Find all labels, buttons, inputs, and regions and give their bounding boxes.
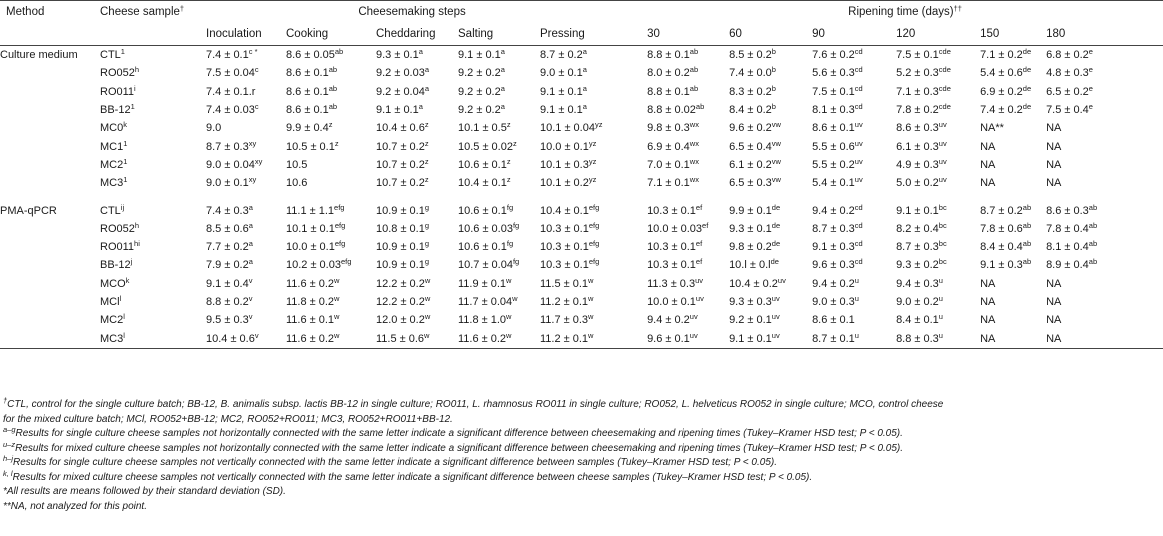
method-cell: [0, 238, 100, 256]
step-value-cell: $7.4 \pm 0.1^{c *}$: [206, 47, 258, 62]
step-value-cell: $9.5 \pm 0.3^v$: [206, 312, 253, 327]
ripening-value-cell: 8.1 ± 0.3$^{cd}$: [812, 102, 863, 117]
ripening-value-cell: 9.3 ± 0.2$^{bc}$: [896, 257, 947, 272]
method-cell: Culture medium: [0, 49, 78, 62]
step-value-cell: $12.2 \pm 0.2^w$: [376, 275, 431, 290]
step-value-cell: $10.1 \pm 0.3^{yz}$: [540, 156, 597, 171]
table-row: [0, 256, 1163, 274]
ripening-value-cell: $10.l \pm 0.l^{de}$: [729, 257, 779, 272]
ripening-value-cell: 9.1 ± 0.3$^{ab}$: [980, 257, 1032, 272]
ripening-value-cell: $6.9 \pm 0.4^{wx}$: [647, 138, 699, 153]
step-value-cell: $11.6 \pm 0.2^w$: [286, 329, 376, 348]
ripening-value-cell: 8.2 ± 0.4$^{bc}$: [896, 220, 947, 235]
table-row: [0, 201, 1163, 219]
method-cell: [0, 256, 100, 274]
step-value-cell: 10.3 ± 0.1$^{efg}$: [540, 257, 600, 272]
step-value-cell: 9.2 ± 0.2$^a$: [458, 102, 505, 117]
ripening-value-cell: 9.8 ± 0.2de: [729, 239, 781, 254]
table-row: [0, 293, 1163, 311]
footnote-line: *All results are means followed by their standard deviation (SD).: [3, 486, 286, 497]
ripening-value-cell: 9.1 ± 0.1$^{bc}$: [896, 202, 947, 217]
step-value-cell: 10.5: [286, 158, 308, 171]
ripening-value-cell: $9.0 \pm 0.2^u$: [896, 294, 943, 308]
ripening-value-cell: 8.4 ± 0.2$^b$: [729, 102, 776, 117]
method-cell: [0, 275, 100, 293]
step-value-cell: 11.1 ± 1.1$^{efg}$: [286, 202, 345, 217]
step-value-cell: 10.6: [286, 177, 308, 190]
day-header: 90: [812, 23, 896, 46]
step-value-cell: 10.1 ± 0.1$^{efg}$: [286, 220, 346, 235]
method-header: Method: [6, 6, 45, 18]
step-value-cell: 7.4 ± 0.1.r: [206, 85, 256, 98]
ripening-value-cell: NA: [1046, 122, 1062, 135]
ripening-value-cell: $9.6 \pm 0.2^{vw}$: [729, 120, 781, 135]
step-value-cell: $10.1 \pm 0.04^{yz}$: [540, 120, 603, 135]
step-value-cell: 7.4 ± 0.3$^a$: [206, 202, 253, 217]
step-value-cell: $10.0 \pm 0.1^{yz}$: [540, 138, 597, 153]
step-value-cell: 7.9 ± 0.2$^a$: [206, 257, 253, 272]
ripening-value-cell: 7.5 ± 0.4$^e$: [1046, 102, 1093, 117]
method-cell: PMA-qPCR: [0, 204, 57, 217]
method-cell: [0, 83, 100, 101]
ripening-value-cell: 8.9 ± 0.4$^{ab}$: [1046, 257, 1098, 272]
step-header: Cooking: [286, 23, 376, 46]
step-value-cell: 10.0 ± 0.1$^{efg}$: [286, 239, 346, 254]
sample-cell: $CTL^{ij}$: [100, 202, 125, 217]
ripening-value-cell: NA: [1046, 329, 1163, 348]
ripening-value-cell: 8.6 ± 0.1: [812, 314, 855, 327]
step-value-cell: $10.7 \pm 0.2^z$: [376, 175, 429, 190]
step-value-cell: $11.6 \pm 0.2^w$: [286, 275, 340, 290]
method-cell: [0, 101, 100, 119]
ripening-value-cell: 7.8 ± 0.6$^{ab}$: [980, 220, 1032, 235]
method-cell: [0, 137, 100, 155]
ripening-value-cell: 10.3 ± 0.1$^{ef}$: [647, 239, 703, 254]
step-value-cell: 10.9 ± 0.1$^g$: [376, 239, 430, 254]
ripening-value-cell: $7.0 \pm 0.1^{wx}$: [647, 156, 699, 171]
step-value-cell: $10.4 \pm 0.6^v$: [206, 329, 286, 348]
table-row: [0, 83, 1163, 101]
step-value-cell: $10.1 \pm 0.2^{yz}$: [540, 175, 597, 190]
ripening-value-cell: $5.5 \pm 0.6^{uv}$: [812, 138, 863, 153]
ripening-value-cell: $7.1 \pm 0.1^{wx}$: [647, 175, 699, 190]
table-row: [0, 64, 1163, 82]
footnote-line: $^{u-z}$Results for mixed culture cheese samples not horizontally connected with the same letter indicate a significant difference between cheesemaking and ripening times (Tukey–Kramer HSD test; P < 0.05).: [3, 439, 904, 454]
step-value-cell: 9.0: [206, 122, 222, 135]
ripening-value-cell: 7.5 ± 0.1$^{cde}$: [896, 47, 951, 62]
method-cell: [0, 293, 100, 311]
step-value-cell: $11.8 \pm 0.2^w$: [286, 294, 340, 308]
step-value-cell: $11.9 \pm 0.1^w$: [458, 275, 512, 290]
ripening-value-cell: $9.0 \pm 0.3^u$: [812, 294, 859, 308]
ripening-value-cell: $5.4 \pm 0.1^{uv}$: [812, 175, 863, 190]
ripening-value-cell: $8.8 \pm 0.3^u$: [896, 329, 980, 348]
table-row: [0, 220, 1163, 238]
ripening-value-cell: NA: [1046, 177, 1062, 190]
table-body: [0, 46, 1163, 349]
step-value-cell: 10.6 ± 0.1$^{fg}$: [458, 202, 514, 217]
sample-cell: MC2$^l$: [100, 312, 125, 327]
ripening-value-cell: $9.3 \pm 0.3^{uv}$: [729, 294, 780, 308]
step-value-cell: $12.2 \pm 0.2^w$: [376, 294, 431, 308]
ripening-value-cell: 8.5 ± 0.2$^b$: [729, 47, 776, 62]
footnote-line: $^{a-g}$Results for single culture cheese samples not horizontally connected with the same letter indicate a significant difference between cheesemaking and ripening times (Tukey–Kramer HSD test; P < 0.05).: [3, 425, 903, 439]
method-cell: [0, 329, 100, 348]
ripening-value-cell: 6.9 ± 0.2de: [980, 83, 1032, 98]
header-row-groups: [0, 1, 1163, 24]
step-header: Pressing: [540, 23, 618, 46]
day-header: 60: [729, 23, 812, 46]
step-value-cell: $11.5 \pm 0.1^w$: [540, 275, 594, 290]
step-header: Cheddaring: [376, 23, 458, 46]
ripening-value-cell: 8.4 ± 0.4$^{ab}$: [980, 239, 1032, 254]
footnote-line: $^{k, l}$Results for mixed culture cheese samples not vertically connected with the same letter indicate a significant difference between cheese samples (Tukey–Kramer HSD test; P < 0.05).: [3, 468, 813, 483]
ripening-value-cell: 6.8 ± 0.2$^e$: [1046, 47, 1093, 62]
sample-cell: RO052$^h$: [100, 220, 140, 235]
step-value-cell: $10.7 \pm 0.2^z$: [376, 156, 429, 171]
footnote-line: †CTL, control for the single culture batch; BB-12, B. animalis subsp. lactis BB-12 in single culture; RO011, L. rhamnosus RO011 in single culture; RO052, L. helveticus RO052 in single culture; MCO, control cheese: [3, 396, 944, 410]
ripening-value-cell: 7.6 ± 0.2$^{cd}$: [812, 47, 863, 62]
step-value-cell: 9.2 ± 0.03$^a$: [376, 65, 430, 80]
ripening-group-header: Ripening time (days)††: [848, 4, 962, 18]
method-cell: [0, 220, 100, 238]
step-value-cell: 9.1 ± 0.1$^a$: [376, 102, 423, 117]
step-value-cell: 10.4 ± 0.1$^{efg}$: [540, 202, 600, 217]
sample-cell: $BB-12^1$: [100, 102, 135, 117]
sample-cell: MC3$^l$: [100, 329, 206, 348]
sample-cell: $MC1^1$: [100, 138, 128, 153]
ripening-value-cell: $11.3 \pm 0.3^{uv}$: [647, 275, 704, 290]
sample-cell: $MC3^1$: [100, 175, 128, 190]
ripening-value-cell: NA: [980, 329, 1046, 348]
ripening-value-cell: NA: [1046, 140, 1062, 153]
table-row: [0, 329, 1163, 348]
table-row: [0, 119, 1163, 137]
step-value-cell: 10.7 ± 0.04$^{fg}$: [458, 257, 520, 272]
ripening-value-cell: 8.8 ± 0.1$^{ab}$: [647, 47, 699, 62]
ripening-value-cell: NA**: [980, 122, 1004, 135]
table-row: [0, 311, 1163, 329]
step-value-cell: $10.5 \pm 0.02^z$: [458, 138, 517, 153]
ripening-value-cell: 7.8 ± 0.2$^{cde}$: [896, 102, 951, 117]
ripening-value-cell: 8.7 ± 0.3$^{bc}$: [896, 239, 947, 254]
method-cell: [0, 119, 100, 137]
sample-cell: $RO011^{hi}$: [100, 239, 140, 254]
step-value-cell: 8.5 ± 0.6$^a$: [206, 220, 253, 235]
ripening-value-cell: NA: [1046, 277, 1062, 290]
step-value-cell: 9.2 ± 0.2$^a$: [458, 83, 505, 98]
ripening-value-cell: NA: [1046, 296, 1062, 308]
ripening-value-cell: 10.3 ± 0.1$^{ef}$: [647, 202, 703, 217]
ripening-value-cell: $6.1 \pm 0.2^{vw}$: [729, 156, 781, 171]
step-value-cell: $8.7 \pm 0.3^{xy}$: [206, 138, 257, 153]
table-row: [0, 137, 1163, 155]
method-cell: [0, 311, 100, 329]
ripening-value-cell: 9.3 ± 0.1de: [729, 220, 781, 235]
ripening-value-cell: 5.2 ± 0.3$^{cde}$: [896, 65, 951, 80]
step-value-cell: 10.9 ± 0.1$^g$: [376, 257, 430, 272]
table-row: [0, 101, 1163, 119]
step-value-cell: $10.7 \pm 0.2^z$: [376, 138, 429, 153]
sample-cell: BB-12$^j$: [100, 257, 133, 272]
step-value-cell: $9.1 \pm 0.4^v$: [206, 275, 253, 290]
step-value-cell: 9.1 ± 0.1$^a$: [458, 47, 505, 62]
step-value-cell: $9.0 \pm 0.04^{xy}$: [206, 156, 263, 171]
step-value-cell: 8.6 ± 0.1$^{ab}$: [286, 65, 338, 80]
ripening-value-cell: $8.7 \pm 0.1^u$: [812, 329, 896, 348]
ripening-value-cell: NA: [980, 314, 996, 327]
step-value-cell: $9.9 \pm 0.4^z$: [286, 120, 333, 135]
steps-group-header: Cheesemaking steps: [358, 6, 466, 18]
ripening-value-cell: $9.8 \pm 0.3^{wx}$: [647, 120, 699, 135]
step-value-cell: 9.3 ± 0.1$^a$: [376, 47, 423, 62]
ripening-value-cell: $5.0 \pm 0.2^{uv}$: [896, 175, 947, 190]
ripening-value-cell: 9.9 ± 0.1de: [729, 202, 781, 217]
step-value-cell: 7.5 ± 0.04$^c$: [206, 65, 259, 80]
ripening-value-cell: 9.6 ± 0.3$^{cd}$: [812, 257, 863, 272]
day-header: 120: [896, 23, 980, 46]
sample-cell: RO011$^i$: [100, 83, 136, 98]
ripening-value-cell: $9.4 \pm 0.2^{uv}$: [647, 312, 698, 327]
ripening-value-cell: 8.7 ± 0.3$^{cd}$: [812, 220, 863, 235]
ripening-value-cell: $9.4 \pm 0.3^u$: [896, 275, 943, 290]
step-value-cell: 10.3 ± 0.1$^{efg}$: [540, 239, 600, 254]
step-value-cell: $11.5 \pm 0.6^w$: [376, 329, 458, 348]
step-value-cell: $10.4 \pm 0.6^z$: [376, 120, 429, 135]
ripening-value-cell: 10.3 ± 0.1$^{ef}$: [647, 257, 703, 272]
step-value-cell: $12.0 \pm 0.2^w$: [376, 312, 431, 327]
step-value-cell: 9.2 ± 0.2$^a$: [458, 65, 505, 80]
step-header: Inoculation: [206, 23, 286, 46]
step-value-cell: 10.2 ± 0.03$^{efg}$: [286, 257, 352, 272]
ripening-value-cell: 7.8 ± 0.4$^{ab}$: [1046, 220, 1098, 235]
table-row: [0, 156, 1163, 174]
ripening-value-cell: NA: [980, 277, 996, 290]
step-value-cell: 10.3 ± 0.1$^{efg}$: [540, 220, 600, 235]
step-value-cell: $8.8 \pm 0.2^v$: [206, 294, 253, 308]
ripening-value-cell: NA: [980, 140, 996, 153]
step-value-cell: 7.7 ± 0.2$^a$: [206, 239, 253, 254]
step-value-cell: 8.6 ± 0.1$^{ab}$: [286, 83, 338, 98]
ripening-value-cell: $8.6 \pm 0.1^{uv}$: [812, 120, 863, 135]
ripening-value-cell: $8.6 \pm 0.3^{uv}$: [896, 120, 947, 135]
step-value-cell: $10.1 \pm 0.5^z$: [458, 120, 511, 135]
step-value-cell: $11.6 \pm 0.1^w$: [286, 312, 340, 327]
sample-cell: $MC2^1$: [100, 156, 128, 171]
step-value-cell: $11.7 \pm 0.04^w$: [458, 294, 518, 308]
ripening-value-cell: $9.2 \pm 0.1^{uv}$: [729, 312, 780, 327]
step-value-cell: $11.7 \pm 0.3^w$: [540, 312, 594, 327]
table-row: [0, 275, 1163, 293]
ripening-value-cell: 7.5 ± 0.1$^{cd}$: [812, 83, 863, 98]
ripening-value-cell: $10.0 \pm 0.1^{uv}$: [647, 294, 704, 308]
ripening-value-cell: $6.5 \pm 0.4^{vw}$: [729, 138, 781, 153]
ripening-value-cell: 8.7 ± 0.2$^{ab}$: [980, 202, 1032, 217]
table-row: [0, 46, 1163, 65]
footnote-line: **NA, not analyzed for this point.: [3, 500, 147, 512]
ripening-value-cell: 7.1 ± 0.3$^{cde}$: [896, 83, 951, 98]
method-cell: [0, 174, 100, 192]
table-row: [0, 174, 1163, 192]
footnote-line: $^{h-j}$Results for single culture cheese samples not vertically connected with the same letter indicate a significant difference between samples (Tukey–Kramer HSD test; P < 0.05).: [3, 454, 777, 468]
day-header: 180: [1046, 23, 1163, 46]
table-row: [0, 238, 1163, 256]
step-value-cell: 9.0 ± 0.1$^a$: [540, 65, 587, 80]
footnotes: [3, 398, 1061, 514]
step-value-cell: $11.6 \pm 0.2^w$: [458, 329, 540, 348]
method-cell: [0, 156, 100, 174]
ripening-value-cell: 7.1 ± 0.2de: [980, 47, 1032, 62]
ripening-value-cell: $5.5 \pm 0.2^{uv}$: [812, 156, 863, 171]
header-row-columns: [0, 23, 1163, 46]
step-value-cell: $11.2 \pm 0.1^w$: [540, 294, 594, 308]
ripening-value-cell: NA: [980, 158, 996, 171]
ripening-value-cell: $9.6 \pm 0.1^{uv}$: [647, 329, 729, 348]
ripening-value-cell: 4.8 ± 0.3$^e$: [1046, 65, 1093, 80]
step-value-cell: 9.1 ± 0.1$^a$: [540, 102, 587, 117]
ripening-value-cell: 8.8 ± 0.02$^{ab}$: [647, 102, 705, 117]
ripening-value-cell: 5.6 ± 0.3$^{cd}$: [812, 65, 863, 80]
step-value-cell: 10.8 ± 0.1$^g$: [376, 220, 430, 235]
method-cell: [0, 64, 100, 82]
ripening-value-cell: 8.8 ± 0.1$^{ab}$: [647, 83, 699, 98]
step-value-cell: $9.0 \pm 0.1^{xy}$: [206, 175, 257, 190]
ripening-value-cell: NA: [980, 296, 996, 308]
ripening-value-cell: 9.1 ± 0.3$^{cd}$: [812, 239, 863, 254]
ripening-value-cell: 8.6 ± 0.3$^{ab}$: [1046, 202, 1098, 217]
step-value-cell: 9.1 ± 0.1$^a$: [540, 83, 587, 98]
day-header: 150: [980, 23, 1046, 46]
ripening-value-cell: NA: [1046, 158, 1062, 171]
ripening-value-cell: 7.4 ± 0.0$^b$: [729, 65, 776, 80]
ripening-value-cell: 9.4 ± 0.2$^{cd}$: [812, 202, 863, 217]
step-value-cell: $11.2 \pm 0.1^w$: [540, 329, 618, 348]
ripening-value-cell: 8.0 ± 0.2$^{ab}$: [647, 65, 699, 80]
ripening-value-cell: $9.4 \pm 0.2^u$: [812, 275, 859, 290]
ripening-value-cell: $4.9 \pm 0.3^{uv}$: [896, 156, 947, 171]
sample-cell: MC0$^k$: [100, 120, 127, 135]
step-value-cell: 8.6 ± 0.05$^{ab}$: [286, 47, 344, 62]
ripening-value-cell: $9.1 \pm 0.1^{uv}$: [729, 329, 812, 348]
step-value-cell: $10.5 \pm 0.1^z$: [286, 138, 339, 153]
ripening-value-cell: NA: [1046, 314, 1062, 327]
step-value-cell: 9.2 ± 0.04$^a$: [376, 83, 430, 98]
step-value-cell: $10.6 \pm 0.1^z$: [458, 156, 511, 171]
sample-header: Cheese sample†: [100, 4, 185, 18]
sample-cell: MCl$^l$: [100, 294, 122, 308]
day-header: 30: [647, 23, 729, 46]
ripening-value-cell: NA: [980, 177, 996, 190]
ripening-value-cell: 10.0 ± 0.03$^{ef}$: [647, 220, 709, 235]
step-value-cell: $10.4 \pm 0.1^z$: [458, 175, 511, 190]
step-value-cell: 8.6 ± 0.1$^{ab}$: [286, 102, 338, 117]
step-value-cell: 10.6 ± 0.03$^{fg}$: [458, 220, 520, 235]
ripening-value-cell: 7.4 ± 0.2de: [980, 102, 1032, 117]
ripening-value-cell: $6.1 \pm 0.3^{uv}$: [896, 138, 947, 153]
step-value-cell: 7.4 ± 0.03$^c$: [206, 102, 259, 117]
ripening-value-cell: $6.5 \pm 0.3^{vw}$: [729, 175, 781, 190]
ripening-value-cell: 5.4 ± 0.6de: [980, 65, 1032, 80]
footnote-line: for the mixed culture batch; MCl, RO052+BB-12; MC2, RO052+RO011; MC3, RO052+RO011+BB-12.: [3, 413, 453, 425]
ripening-value-cell: 8.1 ± 0.4$^{ab}$: [1046, 239, 1098, 254]
step-value-cell: 8.7 ± 0.2$^a$: [540, 47, 587, 62]
sample-cell: CTL$^1$: [100, 47, 125, 62]
step-header: Salting: [458, 23, 540, 46]
sample-cell: MCO$^k$: [100, 275, 130, 290]
ripening-value-cell: $10.4 \pm 0.2^{uv}$: [729, 275, 786, 290]
step-value-cell: 10.6 ± 0.1$^{fg}$: [458, 239, 514, 254]
sample-cell: RO052$^h$: [100, 65, 140, 80]
step-value-cell: $11.8 \pm 1.0^w$: [458, 312, 512, 327]
ripening-value-cell: $8.4 \pm 0.1^u$: [896, 312, 943, 327]
ripening-value-cell: 8.3 ± 0.2$^b$: [729, 83, 776, 98]
step-value-cell: 10.9 ± 0.1$^g$: [376, 202, 430, 217]
ripening-value-cell: 6.5 ± 0.2$^e$: [1046, 83, 1093, 98]
